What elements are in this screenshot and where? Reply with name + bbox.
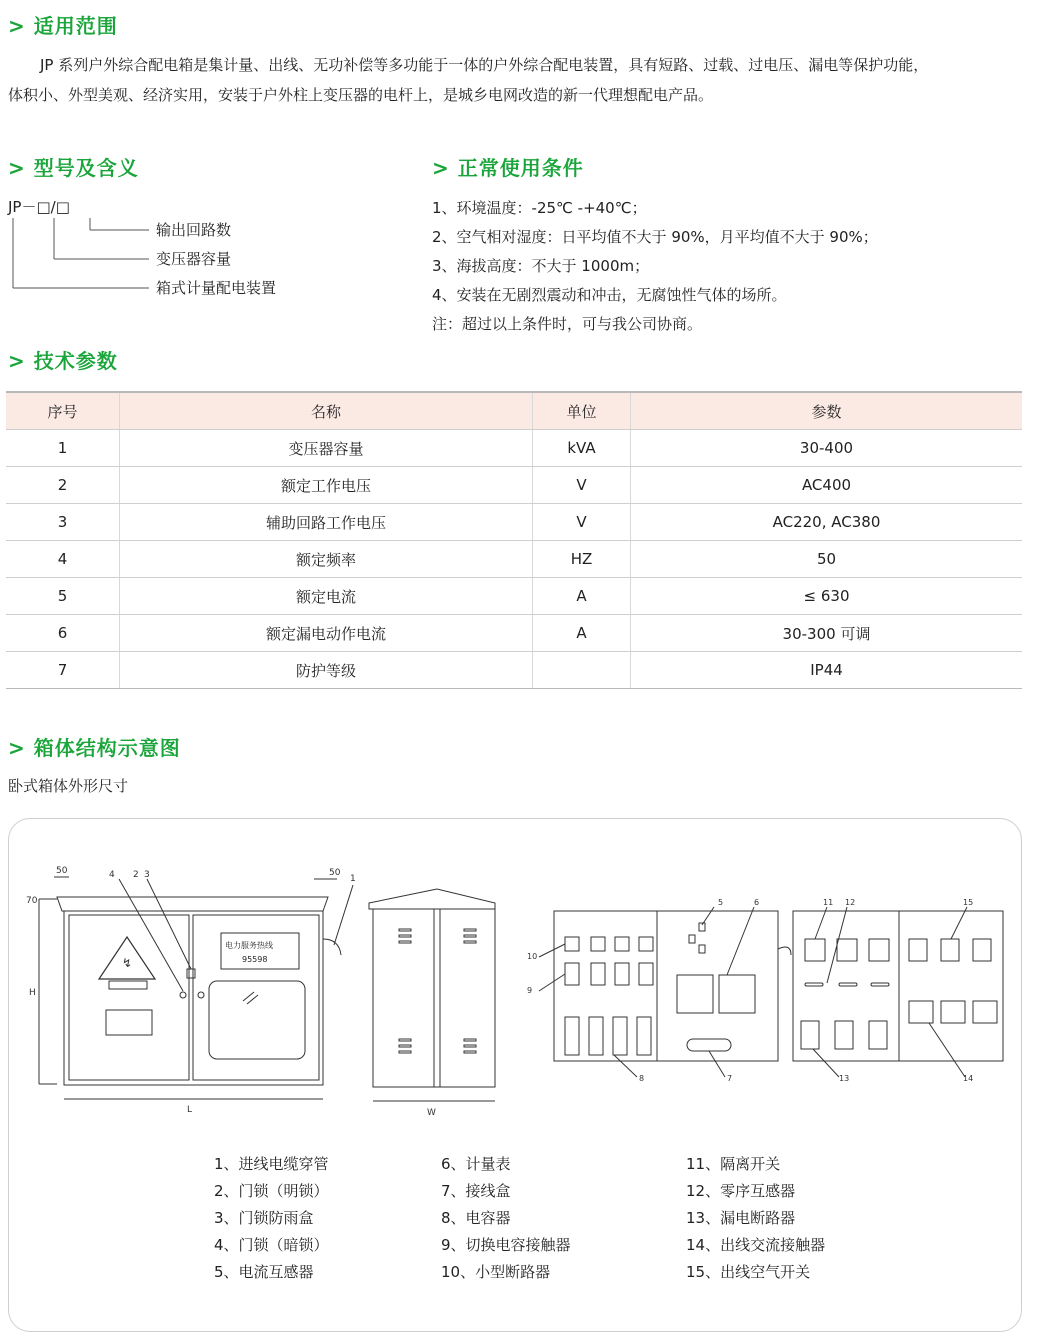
condition-item: 4、安装在无剧烈震动和冲击，无腐蚀性气体的场所。 xyxy=(432,286,787,304)
table-row: 6 额定漏电动作电流 A 30-300 可调 xyxy=(6,615,1022,652)
section-title-scope: > 适用范围 xyxy=(8,14,118,38)
legend-item: 10、小型断路器 xyxy=(441,1263,551,1281)
legend-column-1 xyxy=(214,1153,329,1288)
svg-text:4: 4 xyxy=(109,870,115,880)
svg-text:95598: 95598 xyxy=(242,955,268,964)
svg-text:3: 3 xyxy=(144,870,150,880)
legend-item: 4、门锁（暗锁） xyxy=(214,1236,329,1254)
model-code: JP－□/□ xyxy=(8,198,70,216)
svg-text:8: 8 xyxy=(639,1074,645,1083)
table-header-row xyxy=(6,392,1022,430)
table-row: 1 变压器容量 kVA 30-400 xyxy=(6,430,1022,467)
svg-text:电力服务热线: 电力服务热线 xyxy=(225,941,273,950)
legend-item: 7、接线盒 xyxy=(441,1182,511,1200)
legend-item: 14、出线交流接触器 xyxy=(686,1236,826,1254)
model-code-diagram xyxy=(4,192,304,304)
legend-item: 3、门锁防雨盒 xyxy=(214,1209,314,1227)
legend-item: 5、电流互感器 xyxy=(214,1263,314,1281)
interior-view-left xyxy=(527,898,791,1083)
legend-item: 11、隔离开关 xyxy=(686,1155,781,1173)
params-table xyxy=(6,391,1022,689)
scope-paragraph: JP 系列户外综合配电箱是集计量、出线、无功补偿等多功能于一体的户外综合配电装置，具有短路、过载、过电压、漏电等保护功能， 体积小、外型美观、经济实用，安装于户外柱上变压器的电杆上，是城乡电网改造的新一代理想配电产品。 xyxy=(8,56,929,104)
svg-text:9: 9 xyxy=(527,986,533,995)
legend-column-3 xyxy=(686,1153,825,1288)
section-title-structure: > 箱体结构示意图 xyxy=(8,736,181,760)
table-row: 7 防护等级 IP44 xyxy=(6,652,1022,689)
condition-note: 注：超过以上条件时，可与我公司协商。 xyxy=(432,315,703,333)
col-header-name: 名称 xyxy=(120,392,533,430)
model-label-capacity: 变压器容量 xyxy=(156,250,232,268)
svg-text:14: 14 xyxy=(963,1074,974,1083)
cabinet-drawing xyxy=(9,859,1021,1159)
section-title-params: > 技术参数 xyxy=(8,349,118,373)
legend-item: 8、电容器 xyxy=(441,1209,511,1227)
svg-text:11: 11 xyxy=(823,898,834,907)
svg-text:15: 15 xyxy=(963,898,974,907)
structure-subtitle: 卧式箱体外形尺寸 xyxy=(8,777,129,795)
front-view xyxy=(26,866,356,1115)
model-label-outputs: 输出回路数 xyxy=(156,221,232,239)
legend-column-2 xyxy=(441,1153,571,1288)
svg-text:1: 1 xyxy=(350,874,356,884)
svg-text:70: 70 xyxy=(26,896,38,906)
legend-item: 1、进线电缆穿管 xyxy=(214,1155,329,1173)
side-view xyxy=(369,889,495,1118)
condition-item: 3、海拔高度：不大于 1000m； xyxy=(432,257,650,275)
svg-text:5: 5 xyxy=(718,898,724,907)
svg-text:50: 50 xyxy=(56,866,68,876)
table-row: 4 额定频率 HZ 50 xyxy=(6,541,1022,578)
col-header-value: 参数 xyxy=(631,392,1023,430)
condition-item: 1、环境温度：-25℃ -+40℃； xyxy=(432,199,647,217)
table-row: 2 额定工作电压 V AC400 xyxy=(6,467,1022,504)
svg-text:7: 7 xyxy=(727,1074,733,1083)
col-header-index: 序号 xyxy=(6,392,120,430)
svg-text:12: 12 xyxy=(845,898,856,907)
svg-text:10: 10 xyxy=(527,952,538,961)
table-row: 5 额定电流 A ≤ 630 xyxy=(6,578,1022,615)
svg-text:2: 2 xyxy=(133,870,139,880)
svg-text:50: 50 xyxy=(329,868,341,878)
svg-text:↯: ↯ xyxy=(122,956,133,970)
section-title-conditions: > 正常使用条件 xyxy=(432,156,584,180)
svg-text:W: W xyxy=(427,1108,436,1118)
legend-item: 15、出线空气开关 xyxy=(686,1263,811,1281)
legend-item: 6、计量表 xyxy=(441,1155,511,1173)
structure-diagram-panel xyxy=(8,818,1022,1332)
svg-text:13: 13 xyxy=(839,1074,850,1083)
svg-text:H: H xyxy=(29,988,36,998)
interior-view-right xyxy=(793,898,1003,1083)
section-title-model: > 型号及含义 xyxy=(8,156,139,180)
col-header-unit: 单位 xyxy=(533,392,631,430)
model-label-device: 箱式计量配电装置 xyxy=(156,279,277,297)
legend-item: 13、漏电断路器 xyxy=(686,1209,796,1227)
legend-item: 2、门锁（明锁） xyxy=(214,1182,329,1200)
svg-text:6: 6 xyxy=(754,898,760,907)
table-row: 3 辅助回路工作电压 V AC220, AC380 xyxy=(6,504,1022,541)
legend-item: 12、零序互感器 xyxy=(686,1182,796,1200)
legend-item: 9、切换电容接触器 xyxy=(441,1236,571,1254)
condition-item: 2、空气相对湿度：日平均值不大于 90%，月平均值不大于 90%； xyxy=(432,228,878,246)
svg-text:L: L xyxy=(187,1105,193,1115)
